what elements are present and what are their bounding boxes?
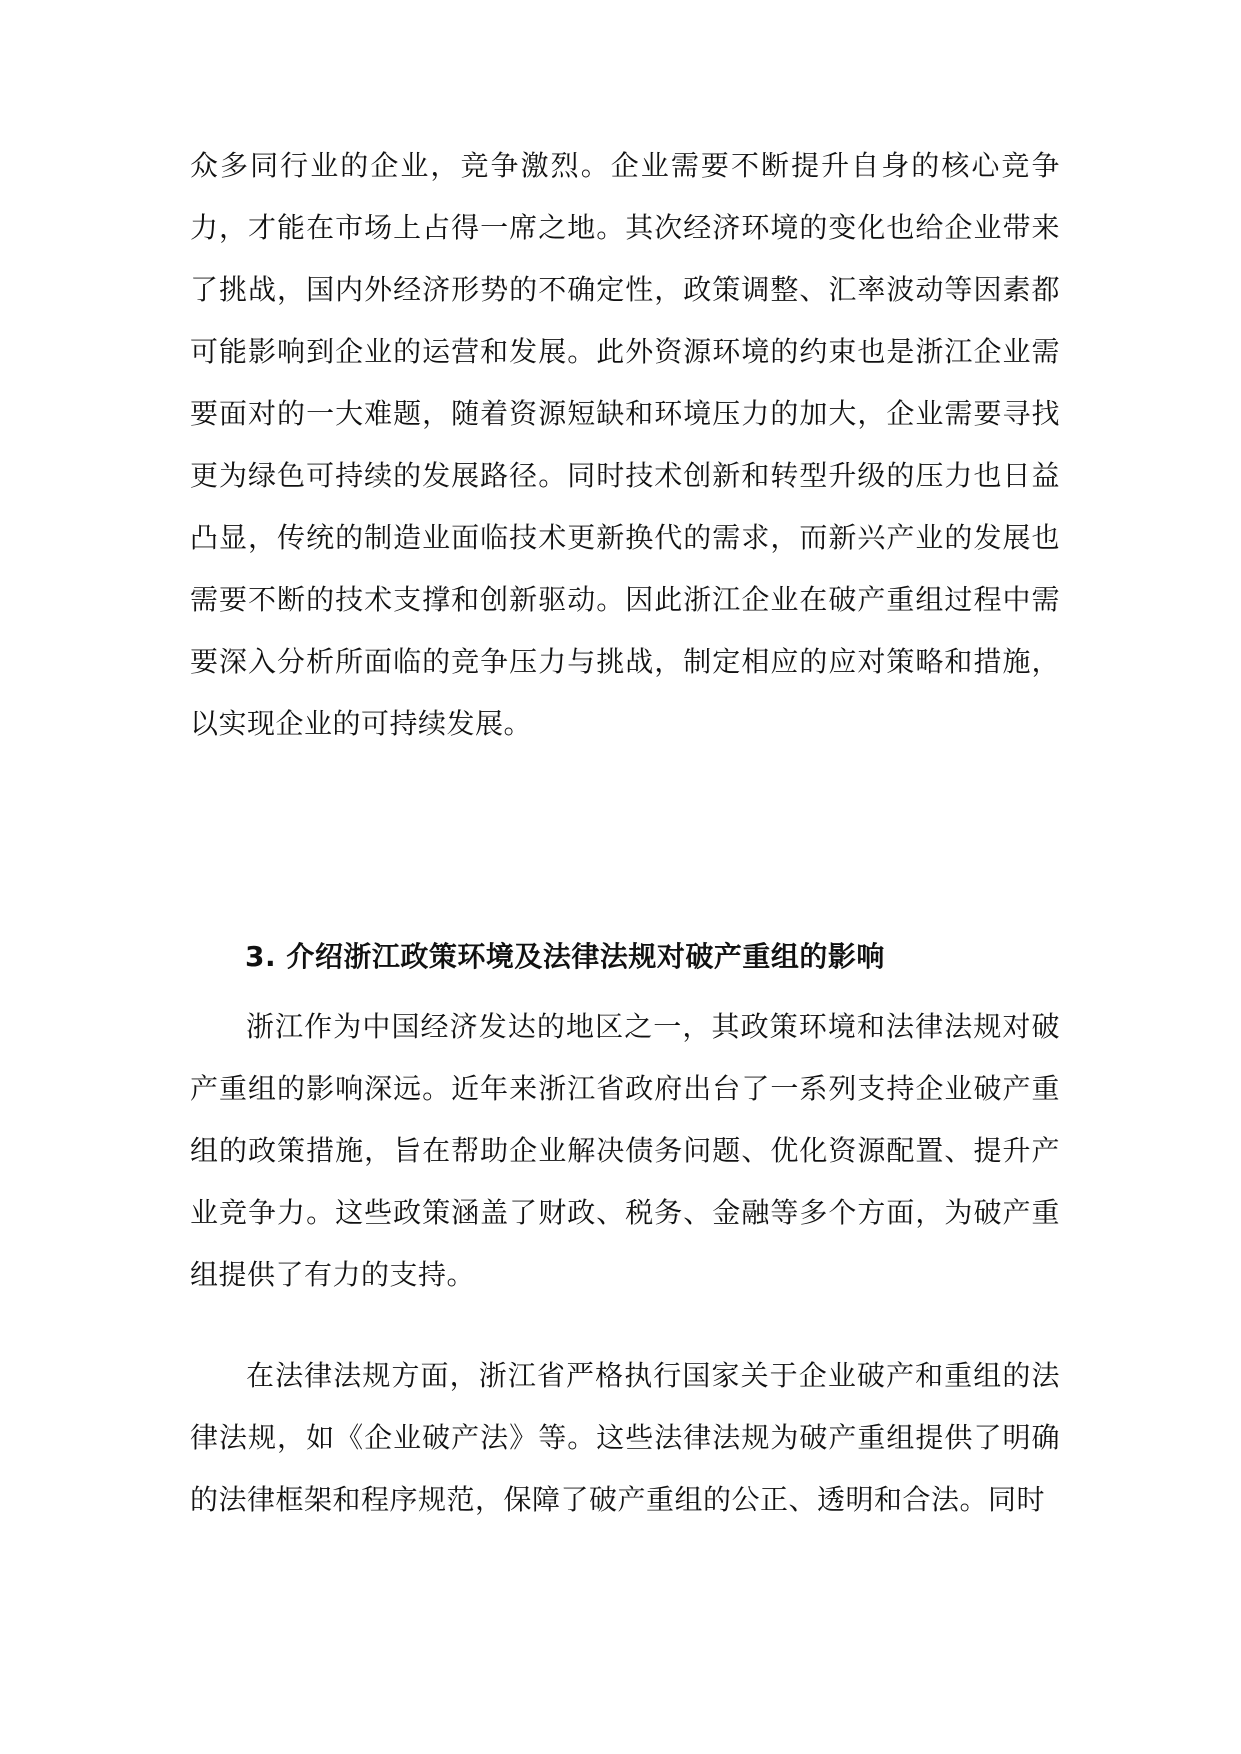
section-heading: 3. 介绍浙江政策环境及法律法规对破产重组的影响 [245, 940, 885, 973]
paragraph-competition-challenges: 众多同行业的企业，竞争激烈。企业需要不断提升自身的核心竞争力，才能在市场上占得一席之地。其次经济环境的变化也给企业带来了挑战，国内外经济形势的不确定性，政策调整、汇率波动等因素都可能影响到企业的运营和发展。此外资源环境的约束也是浙江企业需要面对的一大难题，随着资源短缺和环境压力的加大，企业需要寻找更为绿色可持续的发展路径。同时技术创新和转型升级的压力也日益凸显，传统的制造业面临技术更新换代的需求，而新兴产业的发展也需要不断的技术支撑和创新驱动。因此浙江企业在破产重组过程中需要深入分析所面临的竞争压力与挑战，制定相应的应对策略和措施，以实现企业的可持续发展。 [190, 149, 1060, 740]
paragraph-laws-regulations: 在法律法规方面，浙江省严格执行国家关于企业破产和重组的法律法规，如《企业破产法》等。这些法律法规为破产重组提供了明确的法律框架和程序规范，保障了破产重组的公正、透明和合法。同时 [190, 1359, 1060, 1516]
paragraph-policy-environment: 浙江作为中国经济发达的地区之一，其政策环境和法律法规对破产重组的影响深远。近年来浙江省政府出台了一系列支持企业破产重组的政策措施，旨在帮助企业解决债务问题、优化资源配置、提升产业竞争力。这些政策涵盖了财政、税务、金融等多个方面，为破产重组提供了有力的支持。 [190, 1010, 1060, 1291]
